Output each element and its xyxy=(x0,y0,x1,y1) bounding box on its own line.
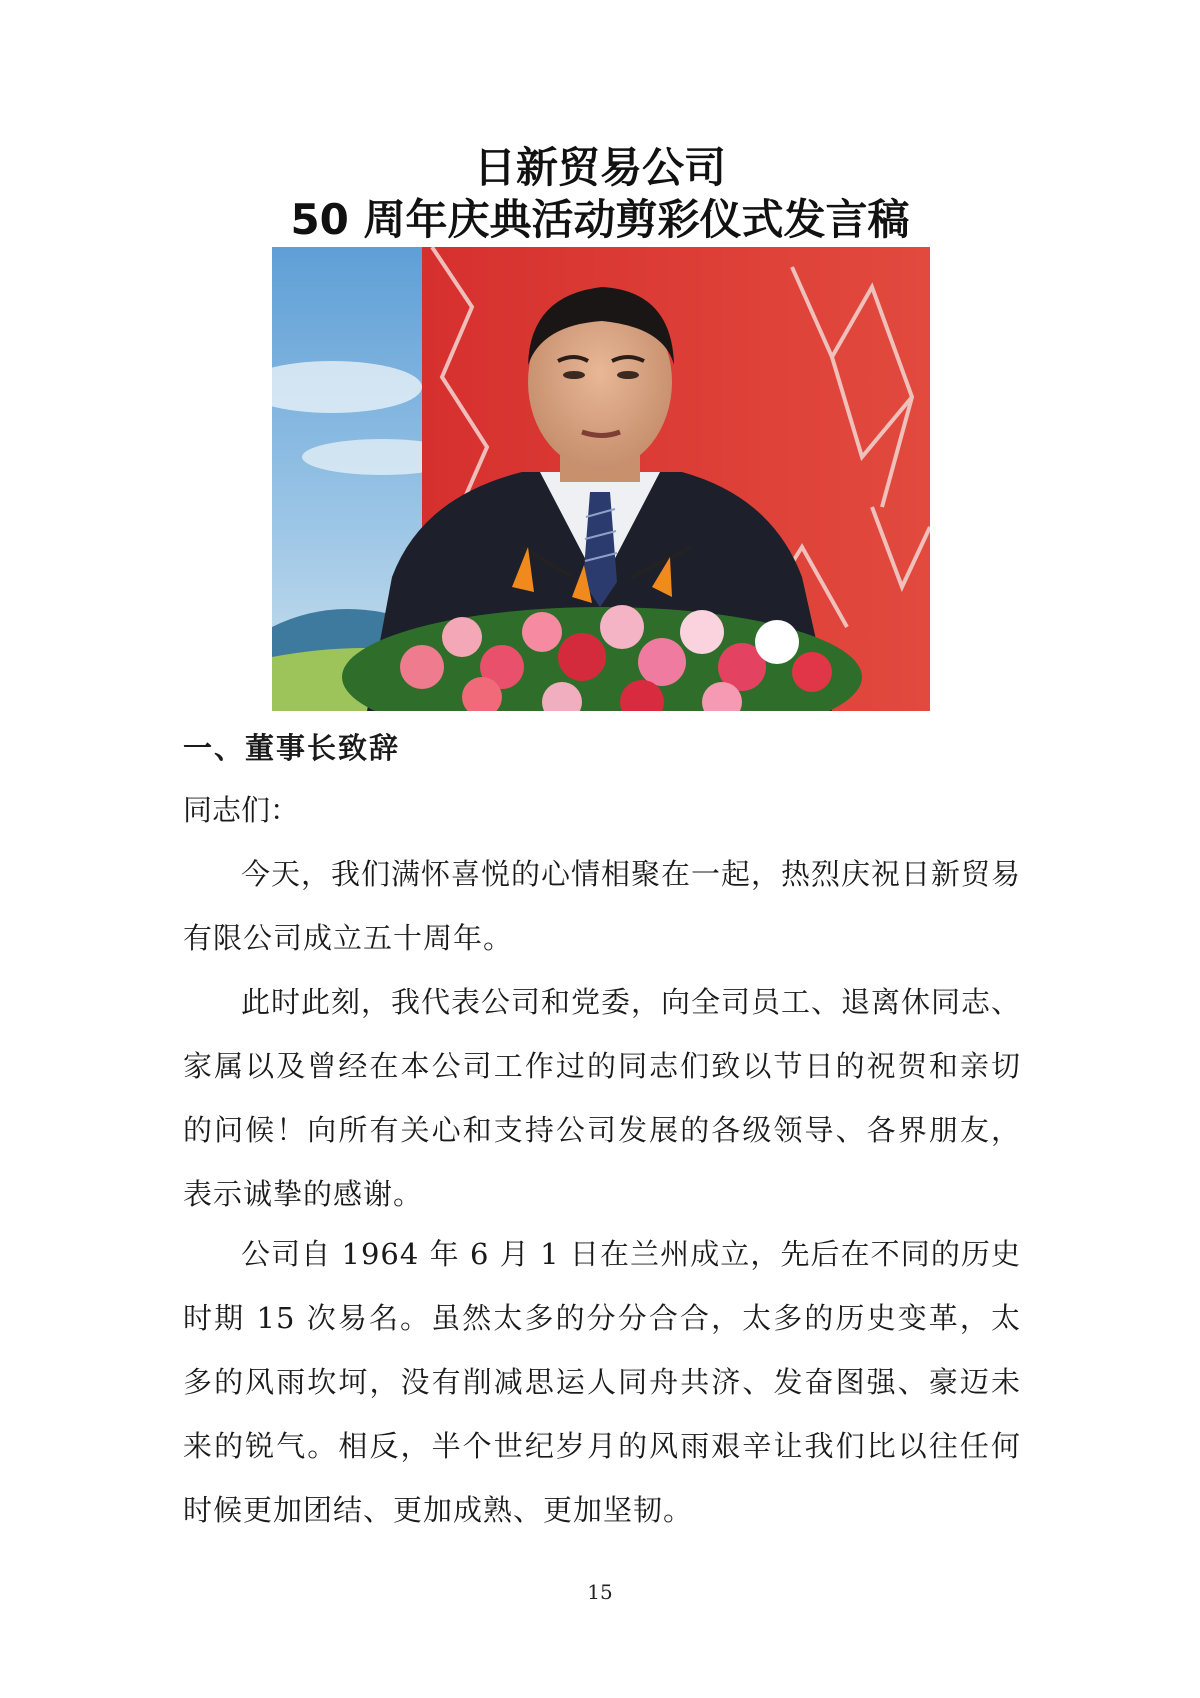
document-title-line2: 50 周年庆典活动剪彩仪式发言稿 xyxy=(290,195,910,244)
paragraph: 公司自 1964 年 6 月 1 日在兰州成立，先后在不同的历史时期 15 次易名。虽然太多的分分合合，太多的历史变革，太多的风雨坎坷，没有削减思运人同舟共济、发奋图强、豪迈未来的锐气。相反，半个世纪岁月的风雨艰辛让我们比以往任何时候更加团结、更加成熟、更加坚韧。 xyxy=(183,1237,1021,1527)
paragraph: 此时此刻，我代表公司和党委，向全司员工、退离休同志、家属以及曾经在本公司工作过的同志们致以节日的祝贺和亲切的问候！向所有关心和支持公司发展的各级领导、各界朋友，表示诚挚的感谢。 xyxy=(183,985,1022,1211)
page-number: 15 xyxy=(587,1580,613,1604)
speaker-photo xyxy=(272,247,930,711)
paragraph: 今天，我们满怀喜悦的心情相聚在一起，热烈庆祝日新贸易有限公司成立五十周年。 xyxy=(183,857,1022,955)
salutation: 同志们： xyxy=(183,793,300,827)
section-heading: 一、董事长致辞 xyxy=(183,731,401,765)
document-title-line1: 日新贸易公司 xyxy=(473,143,726,192)
